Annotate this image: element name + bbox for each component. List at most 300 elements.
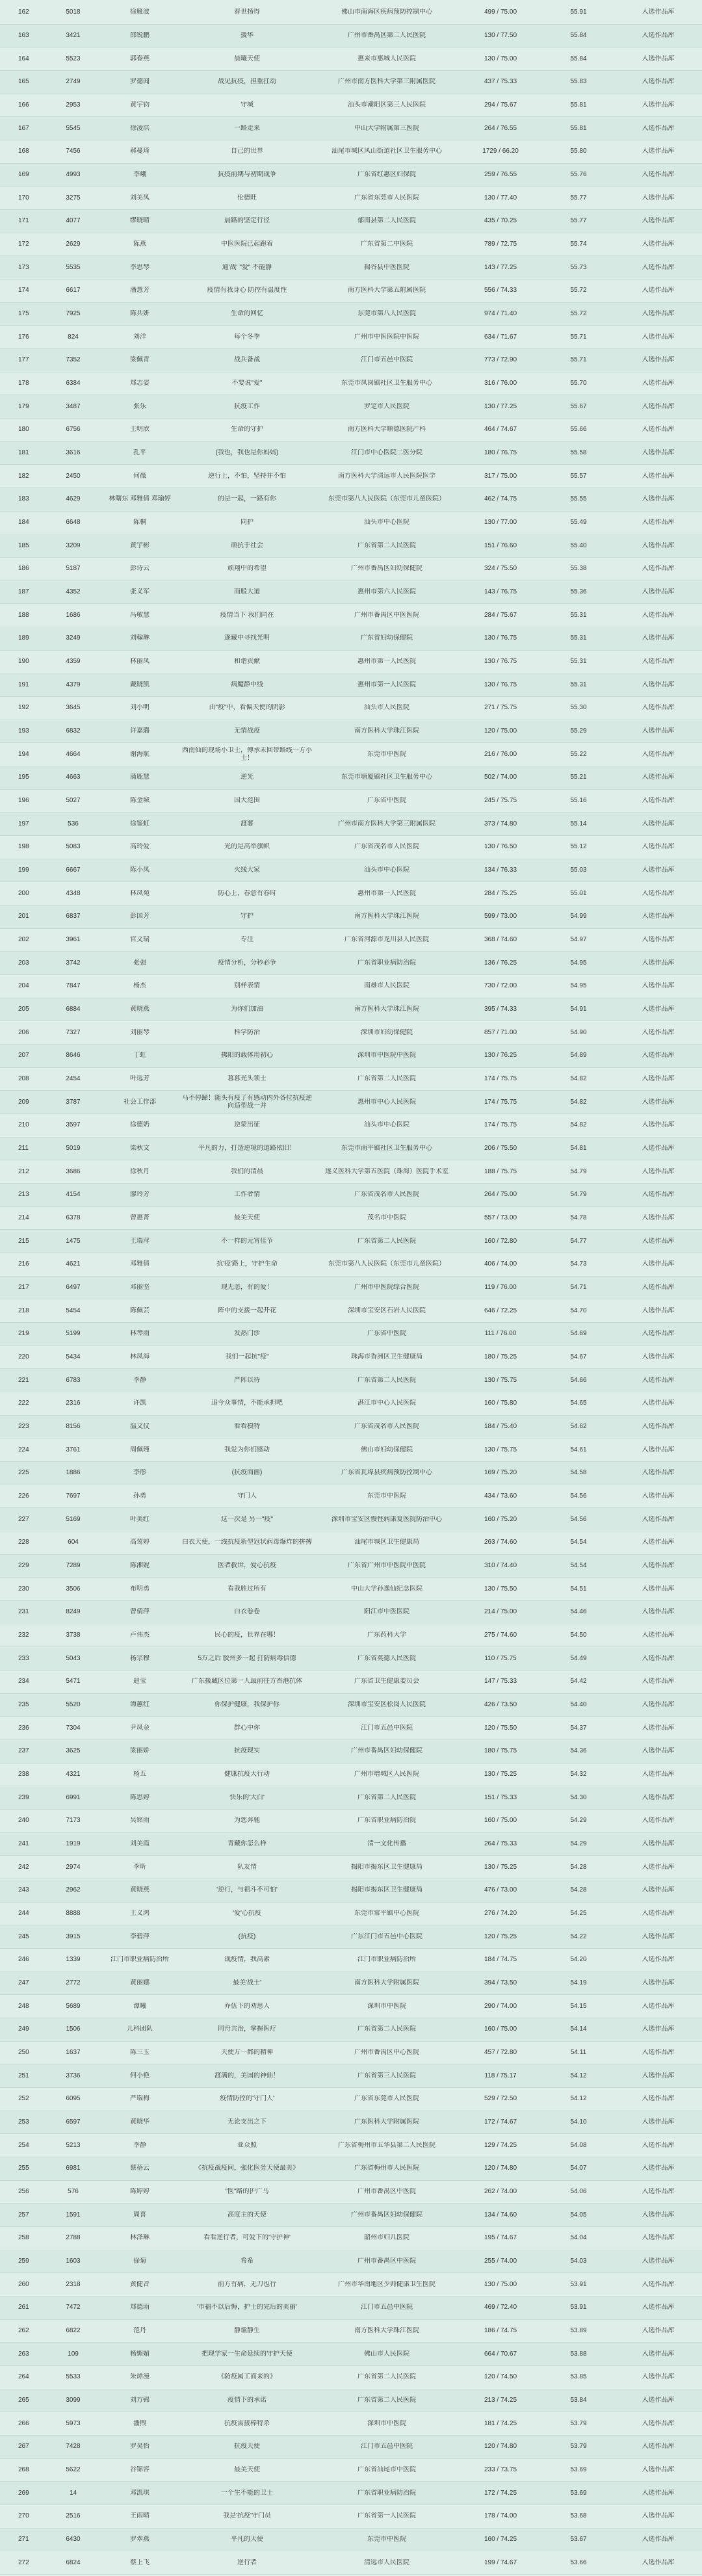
unit-cell: 江门市职业病防治所 [358,1956,416,1964]
work-title-cell: 光的是高举旗帜 [224,843,270,851]
unit-cell: 广东省中医院 [367,1330,406,1338]
work-title-cell: 把现学家一生命延续的守护天使 [202,2350,292,2358]
unit-cell: 东莞市凤岗镇社区卫生服务中心 [341,379,432,387]
status-cell: 入选作品库 [642,2211,675,2218]
entry-id-cell: 5434 [66,1353,81,1360]
rank-cell: 268 [18,2465,29,2473]
table-row [0,303,702,326]
unit-cell: 广东省茂名市人民医院 [354,1422,419,1430]
votes-score-cell: 143 / 77.25 [484,263,517,271]
table-row [0,2551,702,2575]
entry-id-cell: 5187 [66,565,81,573]
work-title-cell: 中医医院已起跑着 [221,240,273,248]
status-cell: 入选作品库 [642,55,675,62]
entry-id-cell: 7472 [66,2304,81,2311]
author-cell: 杨杰 [133,982,146,990]
status-cell: 入选作品库 [642,727,675,735]
author-cell: 潘煦 [133,2419,146,2427]
entry-id-cell: 6648 [66,518,81,526]
table-row [0,488,702,512]
entry-id-cell: 109 [68,2350,79,2358]
entry-id-cell: 2962 [66,1886,81,1894]
status-cell: 入选作品库 [642,982,675,990]
rank-cell: 217 [18,1283,29,1291]
status-cell: 入选作品库 [642,472,675,480]
total-score-cell: 54.07 [570,2165,587,2172]
rank-cell: 181 [18,449,29,456]
rank-cell: 244 [18,1909,29,1917]
rank-cell: 194 [18,750,29,758]
table-row [0,465,702,488]
unit-cell: 广州市番禺区妇幼保健院 [351,565,422,573]
total-score-cell: 54.30 [570,1793,587,1801]
work-title-cell: 和谐贡献 [234,657,260,665]
author-cell: 蔡上飞 [130,2558,150,2566]
unit-cell: 东莞市中医院 [367,750,406,758]
unit-cell: 广东省第二人民医院 [358,1237,416,1245]
votes-score-cell: 556 / 74.33 [484,287,517,294]
entry-id-cell: 7456 [66,148,81,155]
work-title-cell: 顽抗于社会 [231,541,263,549]
status-cell: 入选作品库 [642,2165,675,2172]
rank-cell: 224 [18,1446,29,1453]
unit-cell: 韶州市妇儿医院 [364,2234,410,2242]
author-cell: 黄宇钧 [130,101,150,109]
rank-cell: 272 [18,2558,29,2566]
work-title-cell: 防心上，春意有春时 [218,889,276,897]
votes-score-cell: 130 / 76.75 [484,657,517,665]
entry-id-cell: 3761 [66,1446,81,1453]
entry-id-cell: 7428 [66,2443,81,2451]
votes-score-cell: 264 / 75.33 [484,1840,517,1847]
entry-id-cell: 6095 [66,2095,81,2103]
work-title-cell: 天使万一都的精神 [221,2048,273,2056]
rank-cell: 212 [18,1167,29,1175]
author-cell: 陈金城 [130,796,150,804]
unit-cell: 东莞市南平镇社区卫生服务中心 [341,1144,432,1152]
unit-cell: 汕尾市城区风山街道社区卫生服务中心 [332,148,442,155]
entry-id-cell: 2450 [66,472,81,480]
rank-cell: 235 [18,1700,29,1708]
entry-id-cell: 7289 [66,1561,81,1569]
entry-id-cell: 536 [68,820,79,827]
total-score-cell: 53.69 [570,2465,587,2473]
total-score-cell: 55.57 [570,472,587,480]
entry-id-cell: 2629 [66,240,81,248]
total-score-cell: 54.82 [570,1098,587,1106]
votes-score-cell: 111 / 76.00 [484,1330,517,1338]
entry-id-cell: 3616 [66,449,81,456]
rank-cell: 262 [18,2326,29,2334]
entry-id-cell: 4321 [66,1770,81,1778]
entry-id-cell: 2953 [66,101,81,109]
rank-cell: 234 [18,1678,29,1685]
unit-cell: 佛山市南海区疾病预防控制中心 [341,8,432,16]
rank-cell: 166 [18,101,29,109]
unit-cell: 南方医科大学珠江医院 [354,1005,419,1013]
status-cell: 入选作品库 [642,2025,675,2033]
work-title-cell: 阵中的支援一起开花 [218,1307,276,1314]
rank-cell: 188 [18,611,29,619]
entry-id-cell: 3645 [66,704,81,712]
votes-score-cell: 462 / 74.75 [484,495,517,503]
total-score-cell: 54.82 [570,1121,587,1129]
table-row [0,952,702,975]
status-cell: 入选作品库 [642,495,675,503]
entry-id-cell: 4348 [66,889,81,897]
table-row [0,929,702,952]
total-score-cell: 55.66 [570,426,587,434]
entry-id-cell: 824 [68,333,79,341]
author-cell: 何小艳 [130,2072,150,2079]
table-row [0,1740,702,1763]
table-row [0,2343,702,2366]
rank-cell: 185 [18,541,29,549]
rank-cell: 245 [18,1932,29,1940]
entry-id-cell: 1686 [66,611,81,619]
work-title-cell: 平凡的天使 [231,2535,263,2543]
status-cell: 入选作品库 [642,1817,675,1825]
votes-score-cell: 502 / 74.00 [484,774,517,781]
votes-score-cell: 129 / 74.25 [484,2141,517,2149]
unit-cell: 东莞市塘厦镇社区卫生服务中心 [341,774,432,781]
unit-cell: 汕尾市城区卫生健康局 [354,1539,419,1546]
table-row [0,1903,702,1926]
entry-id-cell: 5973 [66,2419,81,2427]
work-title-cell: 抗疫工作 [234,402,260,410]
total-score-cell: 54.12 [570,2072,587,2079]
votes-score-cell: 324 / 75.50 [484,565,517,573]
status-cell: 入选作品库 [642,217,675,225]
table-row [0,1879,702,1903]
table-row [0,1786,702,1810]
unit-cell: 南方医科大学附属医院 [354,1979,419,1986]
entry-id-cell: 5523 [66,55,81,62]
author-cell: 杨媚媚 [130,2350,150,2358]
table-row [0,233,702,257]
unit-cell: 南方医科大学珠江医院 [354,2326,419,2334]
votes-score-cell: 160 / 75.80 [484,1399,517,1407]
unit-cell: 湛江市中心人民医院 [358,1399,416,1407]
author-cell: 李昕 [133,1863,146,1871]
author-cell: 刘美凤 [130,194,150,202]
status-cell: 入选作品库 [642,565,675,573]
table-row [0,604,702,627]
unit-cell: 清远市人民医院 [364,2558,410,2566]
total-score-cell: 55.77 [570,217,587,225]
votes-score-cell: 119 / 76.00 [484,1283,517,1291]
unit-cell: 汕头市中心医院 [364,518,410,526]
unit-cell: 汕头市中心医院 [364,866,410,874]
author-cell: 李峨 [133,170,146,178]
total-score-cell: 54.91 [570,1005,587,1013]
status-cell: 入选作品库 [642,2350,675,2358]
work-title-cell: 最美天使 [234,1214,260,1221]
work-title-cell: 守护 [240,913,254,920]
table-row [0,1392,702,1416]
votes-score-cell: 147 / 75.33 [484,1678,517,1685]
status-cell: 入选作品库 [642,1121,675,1129]
unit-cell: 惠州市中心人民医院 [358,1098,416,1106]
author-cell: 冯敬慧 [130,611,150,619]
votes-score-cell: 120 / 75.25 [484,1932,517,1940]
work-title-cell: 前方有病，无刀也行 [218,2280,276,2288]
unit-cell: 佛山市人民医院 [364,2350,410,2358]
votes-score-cell: 130 / 75.25 [484,1770,517,1778]
author-cell: 罗昊怡 [130,2443,150,2451]
votes-score-cell: 789 / 72.75 [484,240,517,248]
rank-cell: 257 [18,2211,29,2218]
unit-cell: 广东省汕尾市中医院 [358,2465,416,2473]
rank-cell: 184 [18,518,29,526]
status-cell: 入选作品库 [642,449,675,456]
table-row [0,2157,702,2181]
work-title-cell: 疫情分析，分秒必争 [218,959,276,967]
author-cell: 陈小凤 [130,866,150,874]
status-cell: 入选作品库 [642,2002,675,2010]
work-title-cell: 自己的世界 [231,148,263,155]
status-cell: 入选作品库 [642,1052,675,1060]
rank-cell: 270 [18,2512,29,2520]
total-score-cell: 53.69 [570,2489,587,2497]
total-score-cell: 54.99 [570,913,587,920]
table-row [0,1346,702,1370]
work-title-cell: 不一样的元宵佳节 [221,1237,273,1245]
total-score-cell: 54.06 [570,2187,587,2195]
entry-id-cell: 6824 [66,2558,81,2566]
total-score-cell: 54.14 [570,2025,587,2033]
entry-id-cell: 7847 [66,982,81,990]
votes-score-cell: 130 / 77.25 [484,402,517,410]
rank-cell: 219 [18,1330,29,1338]
votes-score-cell: 290 / 74.00 [484,2002,517,2010]
rank-cell: 206 [18,1028,29,1036]
work-title-cell: 白衣天使，一线抗疫新型冠状病毒爆炸的拼搏 [182,1539,312,1546]
votes-score-cell: 130 / 75.75 [484,1446,517,1453]
work-title-cell: 拂阳的载体用初心 [221,1052,273,1060]
author-cell: 李思琴 [130,263,150,271]
rank-cell: 204 [18,982,29,990]
entry-id-cell: 1506 [66,2025,81,2033]
rank-cell: 265 [18,2396,29,2404]
unit-cell: 广州市番禺区中医院 [358,2187,416,2195]
author-cell: 刘洋 [133,333,146,341]
status-cell: 入选作品库 [642,148,675,155]
unit-cell: 揭阳市揭东区卫生健康局 [351,1863,422,1871]
status-cell: 入选作品库 [642,866,675,874]
unit-cell: 广东省第三人民医院 [358,2072,416,2079]
unit-cell: 广东省中医院 [367,796,406,804]
work-title-cell: 疫情防控的'守门人' [220,2095,274,2103]
unit-cell: 广州市南方医科大学第三附属医院 [338,820,436,827]
unit-cell: 郁南县第二人民医院 [358,217,416,225]
table-row [0,1601,702,1624]
rank-cell: 215 [18,1237,29,1245]
work-title-cell: 我是'抗疫'守门员 [223,2512,271,2520]
table-row [0,1833,702,1856]
entry-id-cell: 3686 [66,1167,81,1175]
author-cell: 罗翠燕 [130,2535,150,2543]
unit-cell: 东莞市中医院 [367,1492,406,1500]
status-cell: 入选作品库 [642,2489,675,2497]
work-title-cell: 同护 [240,518,254,526]
votes-score-cell: 130 / 77.00 [484,518,517,526]
table-row [0,349,702,372]
entry-id-cell: 6597 [66,2118,81,2126]
rank-cell: 164 [18,55,29,62]
entry-id-cell: 5520 [66,1700,81,1708]
total-score-cell: 55.58 [570,449,587,456]
work-title-cell: 看看模特 [234,1422,260,1430]
table-row [0,1671,702,1694]
entry-id-cell: 4664 [66,750,81,758]
votes-score-cell: 130 / 75.00 [484,55,517,62]
total-score-cell: 55.49 [570,518,587,526]
work-title-cell: 逆行者 [237,2558,257,2566]
votes-score-cell: 262 / 74.00 [484,2187,517,2195]
unit-cell: 广东省英德人民医院 [358,1654,416,1662]
entry-id-cell: 5199 [66,1330,81,1338]
entry-id-cell: 6837 [66,913,81,920]
unit-cell: 广州市番禺区中心医院 [354,2048,419,2056]
total-score-cell: 54.89 [570,1052,587,1060]
table-row [0,2134,702,2157]
author-cell: 彭诗云 [130,565,150,573]
unit-cell: 南方医科大学珠江医院 [354,913,419,920]
total-score-cell: 53.91 [570,2280,587,2288]
unit-cell: 茂名市中医院 [367,1214,406,1221]
entry-id-cell: 1919 [66,1840,81,1847]
work-title-cell: 守城 [240,101,254,109]
table-row [0,71,702,94]
rank-cell: 189 [18,634,29,642]
unit-cell: 广东省梅州市人民医院 [354,2165,419,2172]
total-score-cell: 54.12 [570,2095,587,2103]
author-cell: 陈三玉 [130,2048,150,2056]
entry-id-cell: 5169 [66,1515,81,1523]
entry-id-cell: 2318 [66,2280,81,2288]
rank-cell: 211 [18,1144,29,1152]
table-row [0,1647,702,1671]
votes-score-cell: 1729 / 66.20 [482,148,519,155]
status-cell: 入选作品库 [642,1074,675,1082]
author-cell: 廖玲芳 [130,1191,150,1199]
author-cell: 孔平 [133,449,146,456]
unit-cell: 广东江门市五邑中心医院 [351,1932,422,1940]
work-title-cell: 每个冬季 [234,333,260,341]
table-row [0,534,702,558]
unit-cell: 东莞市第八人民医院 [358,309,416,317]
table-row [0,2529,702,2552]
total-score-cell: 54.66 [570,1376,587,1384]
entry-id-cell: 5533 [66,2373,81,2381]
status-cell: 入选作品库 [642,309,675,317]
work-title-cell: 抗疫天使 [234,2443,260,2451]
total-score-cell: 54.37 [570,1724,587,1732]
status-cell: 入选作品库 [642,1098,675,1106]
rank-cell: 205 [18,1005,29,1013]
status-cell: 入选作品库 [642,1631,675,1639]
status-cell: 入选作品库 [642,356,675,364]
table-row [0,1091,702,1114]
author-cell: 陈思婷 [130,1793,150,1801]
author-cell: 王瑞萍 [130,1237,150,1245]
table-row [0,2204,702,2227]
unit-cell: 广东省茂名市人民医院 [354,1191,419,1199]
status-cell: 入选作品库 [642,959,675,967]
votes-score-cell: 233 / 73.75 [484,2465,517,2473]
rank-cell: 250 [18,2048,29,2056]
table-row [0,2042,702,2065]
table-row [0,2111,702,2135]
rank-cell: 255 [18,2165,29,2172]
table-row [0,627,702,651]
votes-score-cell: 464 / 74.67 [484,426,517,434]
work-title-cell: 亚众照 [237,2141,257,2149]
unit-cell: 广东省第二人民医院 [358,2396,416,2404]
unit-cell: 江门市五邑中医院 [361,1724,413,1732]
total-score-cell: 54.28 [570,1886,587,1894]
work-title-cell: 我们一起抗"疫" [225,1353,269,1360]
table-row [0,836,702,859]
rank-cell: 169 [18,170,29,178]
entry-id-cell: 5083 [66,843,81,851]
table-row [0,2389,702,2413]
unit-cell: 惠州市第一人民医院 [358,657,416,665]
rank-cell: 183 [18,495,29,503]
author-cell: 林琴雨 [130,1330,150,1338]
author-cell: 梁佩青 [130,356,150,364]
entry-id-cell: 3487 [66,402,81,410]
unit-cell: 惠州市第一人民医院 [358,889,416,897]
votes-score-cell: 634 / 71.67 [484,333,517,341]
author-cell: 刘丽琴 [130,1028,150,1036]
total-score-cell: 54.36 [570,1747,587,1755]
entry-id-cell: 4629 [66,495,81,503]
table-row [0,2181,702,2204]
unit-cell: 深圳市中医院 [367,2002,406,2010]
work-title-cell: 高度主的天使 [228,2211,266,2218]
work-title-cell: 西南仙的现场小卫士，傅承未回带路线一方小士！ [182,746,312,762]
votes-score-cell: 255 / 74.00 [484,2257,517,2265]
work-title-cell: 医者救世，爱心抗疫 [218,1561,276,1569]
total-score-cell: 54.61 [570,1446,587,1453]
work-title-cell: "医"路的护广马 [225,2187,269,2195]
table-row [0,743,702,766]
work-title-cell: 工作者情 [234,1191,260,1199]
author-cell: 布明勇 [130,1585,150,1593]
author-cell: 徐鉴虹 [130,820,150,827]
entry-id-cell: 8888 [66,1909,81,1917]
work-title-cell: 抗疫现实 [234,1747,260,1755]
rank-cell: 218 [18,1307,29,1314]
votes-score-cell: 143 / 76.75 [484,588,517,595]
rank-cell: 176 [18,333,29,341]
unit-cell: 广东省茂名市人民医院 [354,843,419,851]
votes-score-cell: 435 / 70.25 [484,217,517,225]
entry-id-cell: 3275 [66,194,81,202]
rank-cell: 226 [18,1492,29,1500]
work-title-cell: 无情战疫 [234,727,260,735]
votes-score-cell: 373 / 74.80 [484,820,517,827]
table-row [0,2320,702,2343]
rank-cell: 201 [18,913,29,920]
votes-score-cell: 160 / 75.20 [484,1515,517,1523]
status-cell: 入选作品库 [642,124,675,132]
total-score-cell: 55.29 [570,727,587,735]
rank-cell: 207 [18,1052,29,1060]
status-cell: 入选作品库 [642,8,675,16]
